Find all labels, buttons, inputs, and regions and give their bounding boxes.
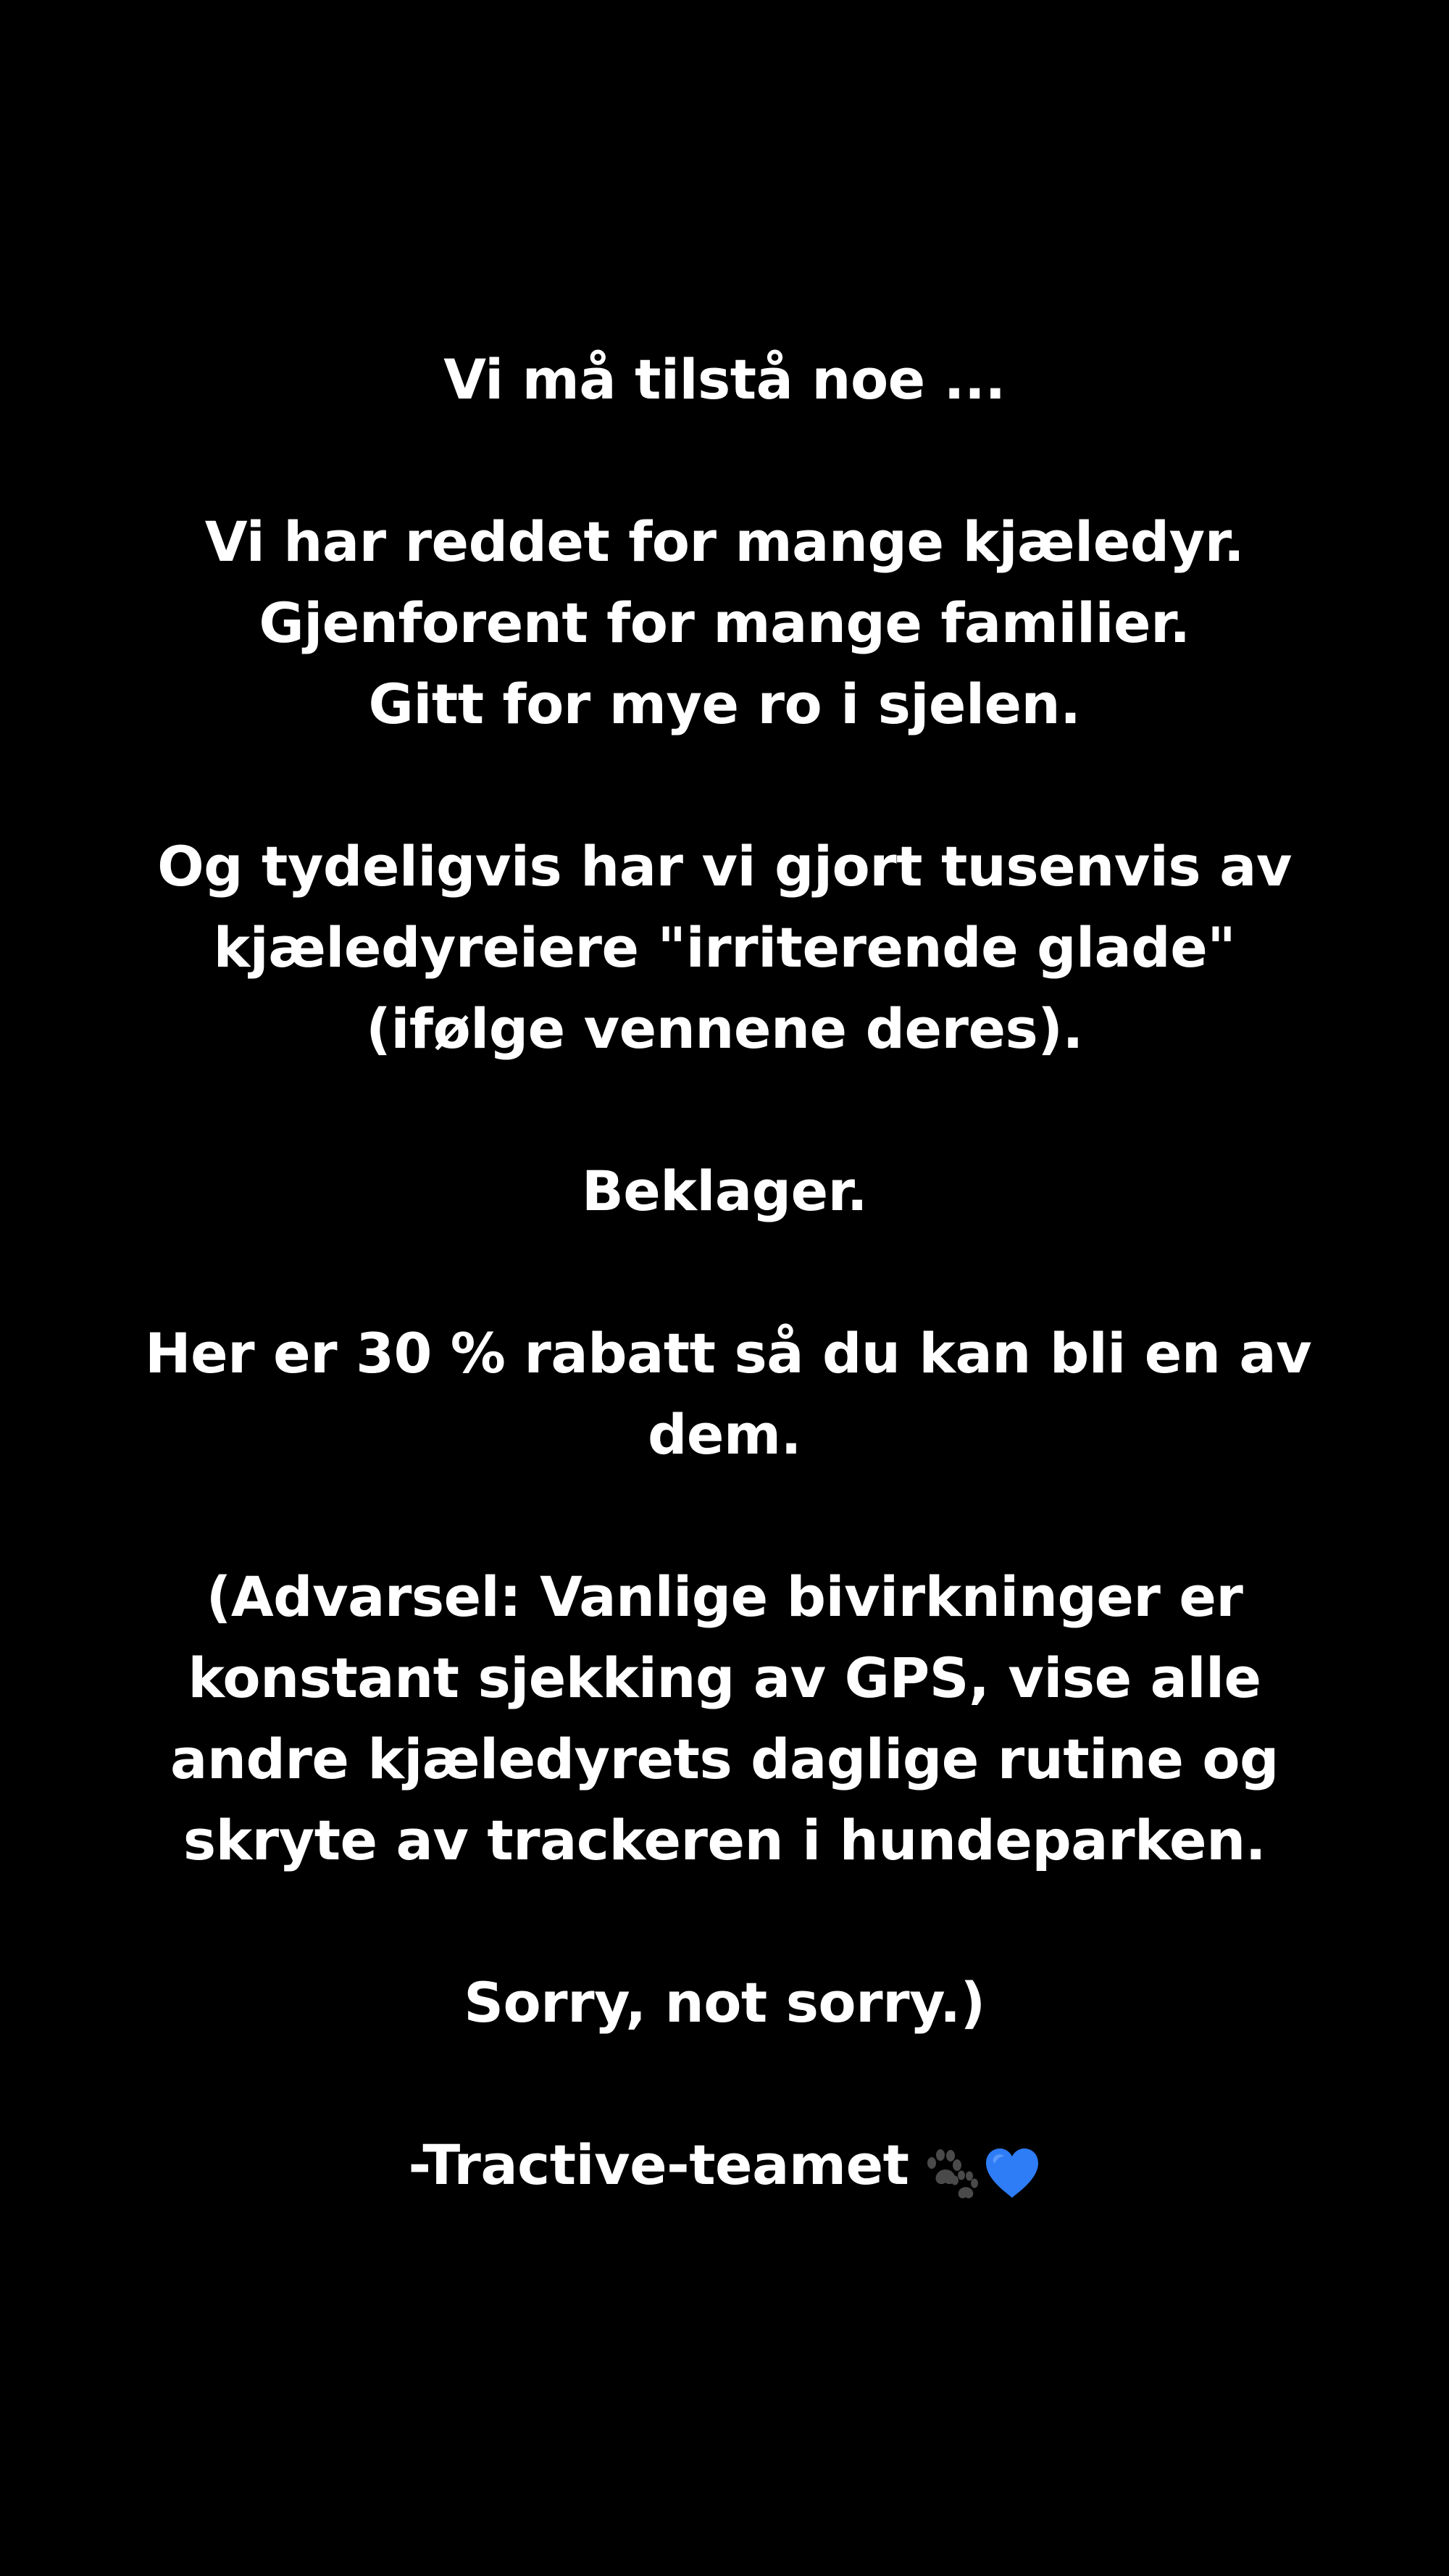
- owners-line-2: kjæledyreiere "irriterende glade": [213, 915, 1236, 980]
- offer-line-1: Her er 30 % rabatt så du kan bli en av: [145, 1321, 1312, 1385]
- intro-line: Vi må tilstå noe ...: [443, 347, 1006, 412]
- closing-paragraph: [145, 1962, 1304, 2043]
- signature-paragraph: [145, 2125, 1304, 2210]
- rescue-line-1: Vi har reddet for mange kjæledyr.: [204, 509, 1245, 574]
- warning-line-1: (Advarsel: Vanlige bivirkninger er: [206, 1564, 1243, 1629]
- warning-paragraph: [145, 1556, 1304, 1881]
- warning-line-4: skryte av trackeren i hundeparken.: [183, 1808, 1266, 1872]
- owners-line-3: (ifølge vennene deres).: [366, 996, 1083, 1061]
- owners-paragraph: [145, 826, 1304, 1070]
- owners-line-1: Og tydeligvis har vi gjort tusenvis av: [157, 834, 1292, 899]
- rescue-line-3: Gitt for mye ro i sjelen.: [368, 672, 1081, 736]
- intro-paragraph: [145, 339, 1304, 420]
- warning-line-3: andre kjæledyrets daglige rutine og: [170, 1727, 1279, 1791]
- warning-line-2: konstant sjekking av GPS, vise alle: [188, 1646, 1261, 1710]
- blue-heart-icon: [984, 2147, 1040, 2199]
- signature-text: -Tractive-teamet: [408, 2133, 909, 2197]
- closing-line: Sorry, not sorry.): [464, 1970, 985, 2035]
- apology-paragraph: [145, 1151, 1304, 1232]
- promo-message: [145, 339, 1312, 2210]
- apology-line: Beklager.: [581, 1159, 868, 1223]
- offer-line-2: dem.: [647, 1402, 801, 1467]
- rescue-paragraph: [145, 501, 1304, 745]
- paw-prints-icon: [922, 2144, 984, 2202]
- rescue-line-2: Gjenforent for mange familier.: [259, 591, 1190, 655]
- signature-emoji: [922, 2129, 1040, 2210]
- offer-paragraph: [145, 1313, 1312, 1475]
- signature-line: [145, 2125, 1304, 2210]
